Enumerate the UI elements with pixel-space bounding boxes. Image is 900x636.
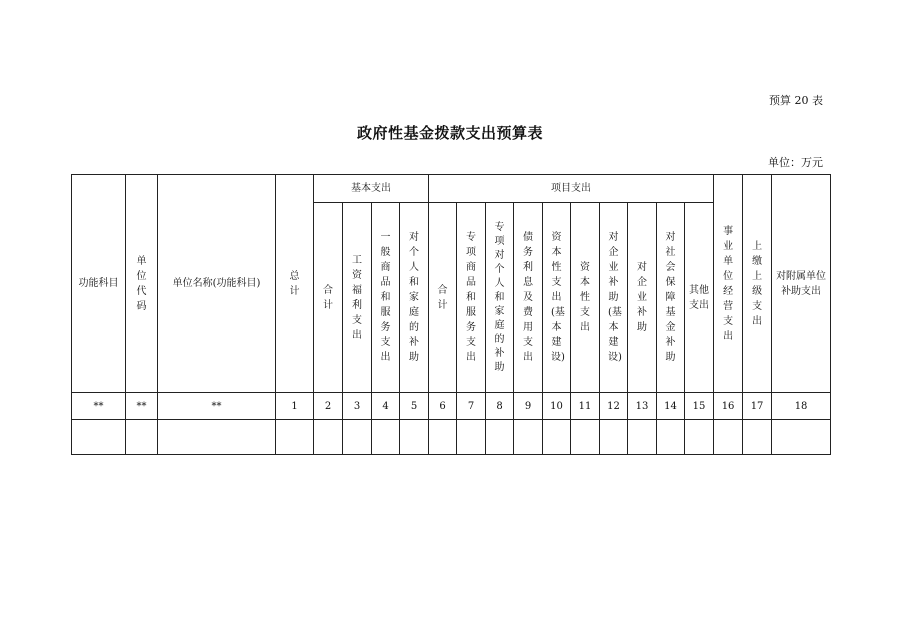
column-number: 12 bbox=[600, 393, 628, 420]
header-basic-goods: 一般商品和服务支出 bbox=[372, 203, 400, 393]
column-number: 11 bbox=[571, 393, 600, 420]
empty-cell bbox=[72, 420, 126, 455]
column-number: 7 bbox=[457, 393, 486, 420]
empty-cell bbox=[400, 420, 429, 455]
unit-label: 单位：万元 bbox=[768, 156, 823, 169]
header-remit-upper: 上缴上级支出 bbox=[743, 175, 772, 393]
budget-table bbox=[71, 174, 831, 455]
column-number: 9 bbox=[514, 393, 543, 420]
column-number: 18 bbox=[772, 393, 831, 420]
empty-cell bbox=[486, 420, 514, 455]
empty-cell bbox=[457, 420, 486, 455]
empty-cell bbox=[571, 420, 600, 455]
page-title: 政府性基金拨款支出预算表 bbox=[356, 124, 543, 142]
empty-cell bbox=[126, 420, 158, 455]
star-cell: ** bbox=[72, 393, 126, 420]
header-func-subject: 功能科目 bbox=[72, 175, 126, 393]
column-number: 14 bbox=[657, 393, 685, 420]
header-project-total: 合计 bbox=[429, 203, 457, 393]
empty-cell bbox=[772, 420, 831, 455]
header-project: 项目支出 bbox=[429, 175, 714, 203]
empty-cell bbox=[743, 420, 772, 455]
empty-cell bbox=[314, 420, 343, 455]
empty-cell bbox=[372, 420, 400, 455]
header-basic-wages: 工资福利支出 bbox=[343, 203, 372, 393]
empty-cell bbox=[657, 420, 685, 455]
header-project-capital-construction: 资本性支出(基本建设) bbox=[543, 203, 571, 393]
column-number: 15 bbox=[685, 393, 714, 420]
star-cell: ** bbox=[158, 393, 276, 420]
header-basic-individual: 对个人和家庭的补助 bbox=[400, 203, 429, 393]
empty-cell bbox=[628, 420, 657, 455]
column-number: 2 bbox=[314, 393, 343, 420]
column-number: 10 bbox=[543, 393, 571, 420]
empty-data-row bbox=[72, 420, 831, 455]
header-project-individual: 专项对个人和家庭的补助 bbox=[486, 203, 514, 393]
empty-cell bbox=[276, 420, 314, 455]
column-number: 3 bbox=[343, 393, 372, 420]
header-project-debt: 债务利息及费用支出 bbox=[514, 203, 543, 393]
empty-cell bbox=[514, 420, 543, 455]
header-business-op: 事业单位经营支出 bbox=[714, 175, 743, 393]
empty-cell bbox=[543, 420, 571, 455]
column-number: 6 bbox=[429, 393, 457, 420]
empty-cell bbox=[158, 420, 276, 455]
empty-cell bbox=[343, 420, 372, 455]
header-total: 总计 bbox=[276, 175, 314, 393]
empty-cell bbox=[429, 420, 457, 455]
header-project-enterprise: 对企业补助 bbox=[628, 203, 657, 393]
header-unit-name: 单位名称(功能科目) bbox=[158, 175, 276, 393]
column-number: 5 bbox=[400, 393, 429, 420]
column-number: 8 bbox=[486, 393, 514, 420]
header-subsidy-affiliated: 对附属单位补助支出 bbox=[772, 175, 831, 393]
column-number: 13 bbox=[628, 393, 657, 420]
header-unit-code: 单位代码 bbox=[126, 175, 158, 393]
empty-cell bbox=[714, 420, 743, 455]
header-project-other: 其他支出 bbox=[685, 203, 714, 393]
column-number: 1 bbox=[276, 393, 314, 420]
header-project-enterprise-construction: 对企业补助(基本建设) bbox=[600, 203, 628, 393]
column-number: 4 bbox=[372, 393, 400, 420]
column-number: 17 bbox=[743, 393, 772, 420]
header-project-capital: 资本性支出 bbox=[571, 203, 600, 393]
header-project-goods: 专项商品和服务支出 bbox=[457, 203, 486, 393]
header-basic: 基本支出 bbox=[314, 175, 429, 203]
empty-cell bbox=[600, 420, 628, 455]
header-project-social-security: 对社会保障基金补助 bbox=[657, 203, 685, 393]
column-number: 16 bbox=[714, 393, 743, 420]
header-basic-total: 合计 bbox=[314, 203, 343, 393]
table-number: 预算 20 表 bbox=[769, 94, 823, 107]
empty-cell bbox=[685, 420, 714, 455]
star-cell: ** bbox=[126, 393, 158, 420]
